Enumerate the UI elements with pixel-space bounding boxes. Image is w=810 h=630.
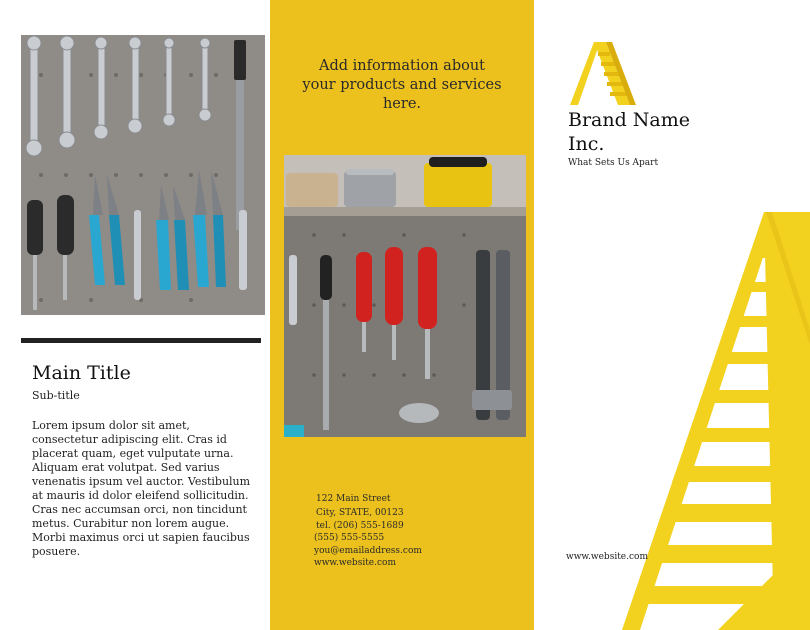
contact-city: City, STATE, 00123 xyxy=(316,508,404,518)
tools-shelf-photo xyxy=(284,155,526,437)
contact-phone2: (555) 555-5555 xyxy=(314,533,385,543)
sub-title: Sub-title xyxy=(32,389,80,402)
brand-logo-icon xyxy=(568,40,638,110)
contact-email[interactable]: you@emailaddress.com xyxy=(314,546,422,556)
main-title: Main Title xyxy=(32,362,131,384)
brand-website[interactable]: www.website.com xyxy=(566,552,648,562)
contact-website[interactable]: www.website.com xyxy=(314,558,396,568)
products-heading: Add information about your products and services here. xyxy=(302,58,502,112)
divider-rule xyxy=(21,338,261,343)
contact-street: 122 Main Street xyxy=(316,494,391,504)
body-paragraph: Lorem ipsum dolor sit amet, consectetur adipiscing elit. Cras id placerat quam, eget vulputate urna. Aliquam erat volutpat. Sed varius venenatis ipsum vel auctor. Vestibulum at mauris id dolor eleifend sollicitudin. Cras nec accumsan orci, non tincidunt metus. Curabitur non lorem augue. Morbi maximus orci ut sapien faucibus posuere. xyxy=(32,419,251,558)
tools-photo xyxy=(21,35,265,315)
tagline: What Sets Us Apart xyxy=(568,158,659,168)
contact-tel: tel. (206) 555-1689 xyxy=(316,521,404,531)
brand-name: Brand Name Inc. xyxy=(568,109,691,155)
